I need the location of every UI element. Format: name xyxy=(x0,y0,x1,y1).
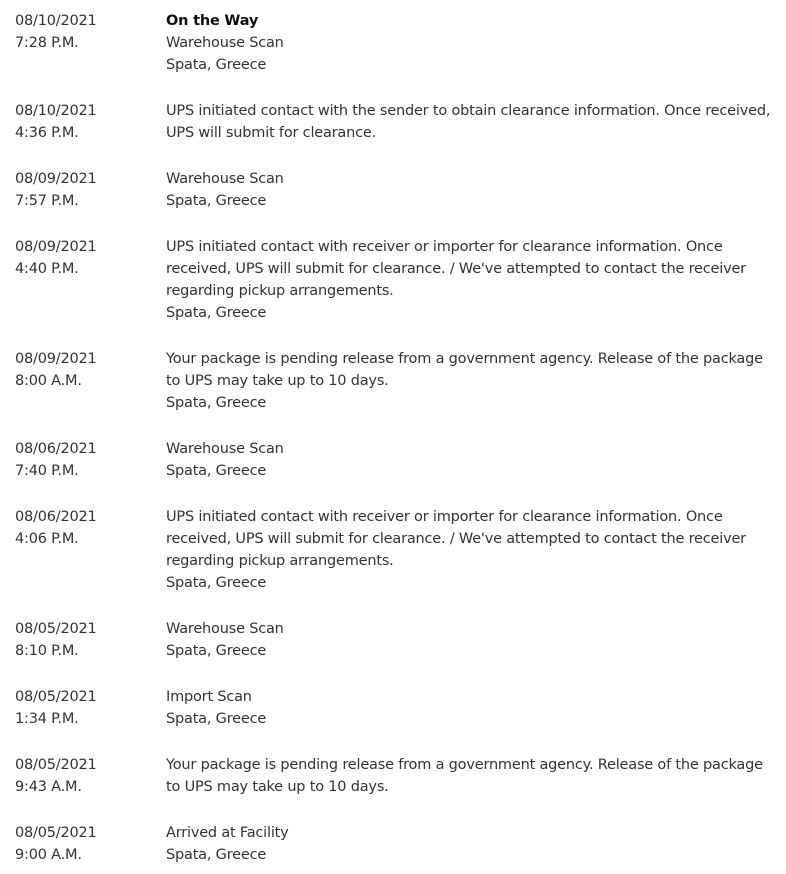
event-timestamp xyxy=(15,506,166,594)
event-details xyxy=(166,438,776,482)
event-timestamp xyxy=(15,438,166,482)
event-date: 08/09/2021 xyxy=(15,171,97,187)
event-date: 08/05/2021 xyxy=(15,621,97,637)
event-details xyxy=(166,506,776,594)
event-timestamp xyxy=(15,168,166,212)
event-description: UPS initiated contact with receiver or importer for clearance information. Once received, UPS will submit for clearance. / We've attempted to contact the receiver regarding pickup arrangements. xyxy=(166,509,746,569)
event-details xyxy=(166,618,776,662)
event-location: Spata, Greece xyxy=(166,395,267,411)
timeline-event xyxy=(15,168,786,212)
event-description: UPS initiated contact with the sender to obtain clearance information. Once received, UPS will submit for clearance. xyxy=(166,103,771,141)
event-details xyxy=(166,686,776,730)
event-time: 4:40 P.M. xyxy=(15,261,79,277)
event-location: Spata, Greece xyxy=(166,711,267,727)
timeline-event xyxy=(15,618,786,662)
event-date: 08/10/2021 xyxy=(15,103,97,119)
event-details xyxy=(166,100,776,144)
event-date: 08/10/2021 xyxy=(15,13,97,29)
event-timestamp xyxy=(15,10,166,76)
event-date: 08/05/2021 xyxy=(15,825,97,841)
event-timestamp xyxy=(15,754,166,798)
timeline-event xyxy=(15,822,786,866)
event-location: Spata, Greece xyxy=(166,57,267,73)
event-description: UPS initiated contact with receiver or importer for clearance information. Once received, UPS will submit for clearance. / We've attempted to contact the receiver regarding pickup arrangements. xyxy=(166,239,746,299)
event-description: Warehouse Scan xyxy=(166,621,284,637)
event-date: 08/06/2021 xyxy=(15,509,97,525)
timeline-event xyxy=(15,10,786,76)
event-time: 7:57 P.M. xyxy=(15,193,79,209)
timeline-event xyxy=(15,506,786,594)
timeline-event xyxy=(15,348,786,414)
timeline-event xyxy=(15,100,786,144)
event-location: Spata, Greece xyxy=(166,643,267,659)
event-description: Import Scan xyxy=(166,689,252,705)
event-time: 8:10 P.M. xyxy=(15,643,79,659)
event-date: 08/09/2021 xyxy=(15,351,97,367)
event-description: Your package is pending release from a government agency. Release of the package to UPS may take up to 10 days. xyxy=(166,757,763,795)
event-description: Warehouse Scan xyxy=(166,35,284,51)
timeline-event xyxy=(15,686,786,730)
event-time: 1:34 P.M. xyxy=(15,711,79,727)
event-time: 7:40 P.M. xyxy=(15,463,79,479)
event-time: 9:43 A.M. xyxy=(15,779,82,795)
event-time: 8:00 A.M. xyxy=(15,373,82,389)
event-timestamp xyxy=(15,236,166,324)
event-time: 4:06 P.M. xyxy=(15,531,79,547)
event-description: Arrived at Facility xyxy=(166,825,289,841)
event-date: 08/05/2021 xyxy=(15,757,97,773)
event-location: Spata, Greece xyxy=(166,575,267,591)
event-description: Warehouse Scan xyxy=(166,171,284,187)
event-location: Spata, Greece xyxy=(166,193,267,209)
event-time: 4:36 P.M. xyxy=(15,125,79,141)
event-description: Warehouse Scan xyxy=(166,441,284,457)
event-timestamp xyxy=(15,686,166,730)
event-time: 9:00 A.M. xyxy=(15,847,82,863)
event-date: 08/05/2021 xyxy=(15,689,97,705)
timeline-event xyxy=(15,438,786,482)
event-date: 08/09/2021 xyxy=(15,239,97,255)
event-location: Spata, Greece xyxy=(166,463,267,479)
event-details xyxy=(166,348,776,414)
timeline-event xyxy=(15,236,786,324)
event-status: On the Way xyxy=(166,13,259,29)
event-details xyxy=(166,168,776,212)
event-date: 08/06/2021 xyxy=(15,441,97,457)
event-location: Spata, Greece xyxy=(166,847,267,863)
event-timestamp xyxy=(15,100,166,144)
event-location: Spata, Greece xyxy=(166,305,267,321)
event-timestamp xyxy=(15,822,166,866)
event-description: Your package is pending release from a government agency. Release of the package to UPS may take up to 10 days. xyxy=(166,351,763,389)
event-timestamp xyxy=(15,348,166,414)
timeline-event xyxy=(15,754,786,798)
event-timestamp xyxy=(15,618,166,662)
event-details xyxy=(166,236,776,324)
event-details xyxy=(166,822,776,866)
event-details xyxy=(166,754,776,798)
event-time: 7:28 P.M. xyxy=(15,35,79,51)
event-details xyxy=(166,10,776,76)
